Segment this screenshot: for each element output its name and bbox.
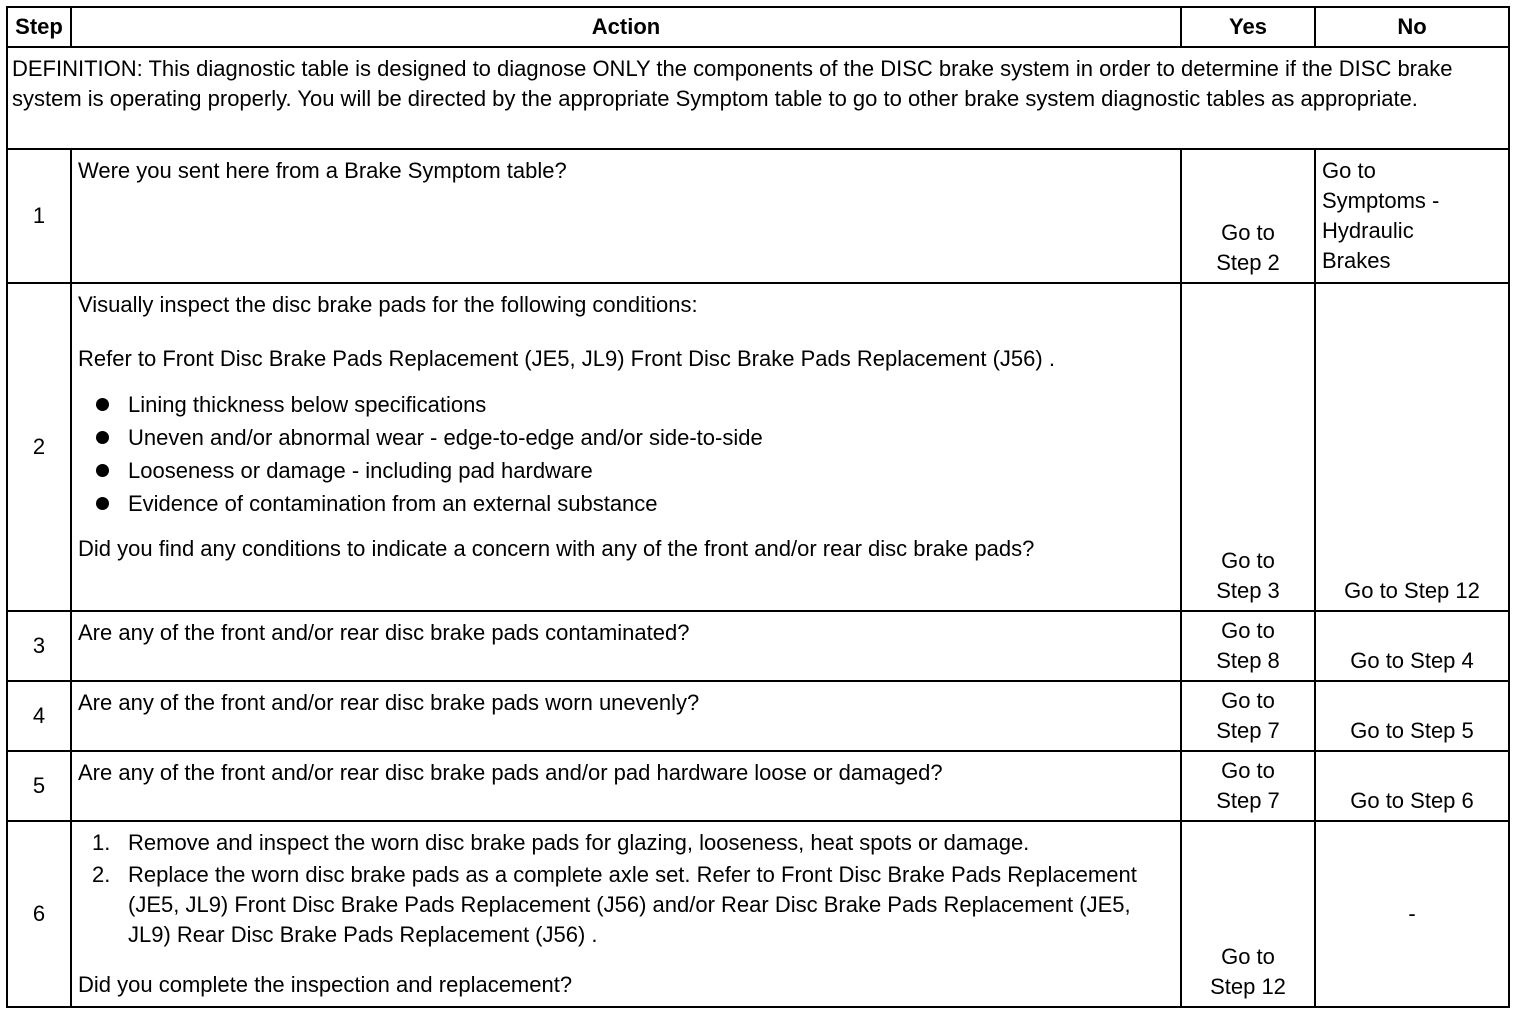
action-text: Are any of the front and/or rear disc brake pads contaminated? bbox=[71, 611, 1181, 681]
header-action: Action bbox=[71, 7, 1181, 47]
step-number: 6 bbox=[7, 821, 71, 1007]
no-cell bbox=[1315, 149, 1509, 283]
list-item-text: Uneven and/or abnormal wear - edge-to-edge and/or side-to-side bbox=[128, 425, 763, 450]
table-row bbox=[7, 149, 1509, 283]
procedure-list bbox=[92, 828, 1174, 950]
yes-cell bbox=[1181, 283, 1315, 611]
table-row bbox=[7, 611, 1509, 681]
bullet-icon bbox=[96, 398, 109, 411]
no-link[interactable]: Go to Symptoms - Hydraulic Brakes bbox=[1322, 158, 1440, 273]
list-item bbox=[92, 860, 1174, 950]
step-number: 1 bbox=[7, 149, 71, 283]
yes-link[interactable]: Go to Step 7 bbox=[1216, 758, 1280, 813]
list-item bbox=[94, 487, 1174, 520]
header-no: No bbox=[1315, 7, 1509, 47]
yes-cell bbox=[1181, 611, 1315, 681]
yes-link[interactable]: Go to Step 12 bbox=[1210, 944, 1286, 999]
header-yes: Yes bbox=[1181, 7, 1315, 47]
yes-cell bbox=[1181, 681, 1315, 751]
yes-link[interactable]: Go to Step 7 bbox=[1216, 688, 1280, 743]
yes-cell bbox=[1181, 751, 1315, 821]
action-question: Did you find any conditions to indicate a concern with any of the front and/or rear disc brake pads? bbox=[78, 536, 1035, 561]
step-number: 5 bbox=[7, 751, 71, 821]
header-step: Step bbox=[7, 7, 71, 47]
yes-cell bbox=[1181, 149, 1315, 283]
no-cell bbox=[1315, 283, 1509, 611]
step-number: 3 bbox=[7, 611, 71, 681]
no-cell bbox=[1315, 681, 1509, 751]
table-row bbox=[7, 821, 1509, 1007]
action-cell bbox=[71, 821, 1181, 1007]
list-item bbox=[92, 828, 1174, 858]
table-row bbox=[7, 283, 1509, 611]
yes-link[interactable]: Go to Step 8 bbox=[1216, 618, 1280, 673]
table-row bbox=[7, 751, 1509, 821]
list-item-text[interactable]: Replace the worn disc brake pads as a complete axle set. Refer to Front Disc Brake Pads Replacement (JE5, JL9) Front Disc Brake Pads Replacement (J56) and/or Rear Disc Brake Pads Replacement (JE5, JL9) Rear Disc Brake Pads Replacement (J56) . bbox=[128, 862, 1137, 947]
no-link[interactable]: Go to Step 12 bbox=[1344, 578, 1480, 603]
list-item bbox=[94, 388, 1174, 421]
action-intro: Visually inspect the disc brake pads for the following conditions: bbox=[78, 292, 698, 317]
header-row bbox=[7, 7, 1509, 47]
list-item bbox=[94, 421, 1174, 454]
bullet-icon bbox=[96, 431, 109, 444]
condition-list bbox=[94, 388, 1174, 520]
step-number: 4 bbox=[7, 681, 71, 751]
yes-link[interactable]: Go to Step 3 bbox=[1216, 548, 1280, 603]
definition-text: DEFINITION: This diagnostic table is designed to diagnose ONLY the components of the DISC brake system in order to determine if the DISC brake system is operating properly. You will be directed by the appropriate Symptom table to go to other brake system diagnostic tables as appropriate. bbox=[7, 47, 1509, 149]
list-item-text: Remove and inspect the worn disc brake pads for glazing, looseness, heat spots or damage. bbox=[128, 830, 1030, 855]
action-reference[interactable]: Refer to Front Disc Brake Pads Replacement (JE5, JL9) Front Disc Brake Pads Replacement (J56) . bbox=[78, 346, 1055, 371]
bullet-icon bbox=[96, 464, 109, 477]
definition-row bbox=[7, 47, 1509, 149]
action-text: Were you sent here from a Brake Symptom table? bbox=[71, 149, 1181, 283]
list-item-text: Looseness or damage - including pad hardware bbox=[128, 458, 593, 483]
diagnostic-table bbox=[6, 6, 1510, 1008]
list-item-text: Lining thickness below specifications bbox=[128, 392, 487, 417]
list-item bbox=[94, 454, 1174, 487]
bullet-icon bbox=[96, 497, 109, 510]
list-item-number: 2. bbox=[92, 862, 111, 887]
table-row bbox=[7, 681, 1509, 751]
yes-link[interactable]: Go to Step 2 bbox=[1216, 220, 1280, 275]
no-link[interactable]: Go to Step 4 bbox=[1350, 648, 1474, 673]
action-question: Did you complete the inspection and replacement? bbox=[78, 972, 573, 997]
list-item-number: 1. bbox=[92, 830, 111, 855]
no-cell bbox=[1315, 751, 1509, 821]
no-link[interactable]: Go to Step 6 bbox=[1350, 788, 1474, 813]
action-cell bbox=[71, 283, 1181, 611]
list-item-text: Evidence of contamination from an external substance bbox=[128, 491, 658, 516]
action-text: Are any of the front and/or rear disc brake pads worn unevenly? bbox=[71, 681, 1181, 751]
no-cell bbox=[1315, 821, 1509, 1007]
no-cell bbox=[1315, 611, 1509, 681]
action-text: Are any of the front and/or rear disc brake pads and/or pad hardware loose or damaged? bbox=[71, 751, 1181, 821]
step-number: 2 bbox=[7, 283, 71, 611]
no-link[interactable]: Go to Step 5 bbox=[1350, 718, 1474, 743]
yes-cell bbox=[1181, 821, 1315, 1007]
no-value: - bbox=[1408, 901, 1416, 926]
